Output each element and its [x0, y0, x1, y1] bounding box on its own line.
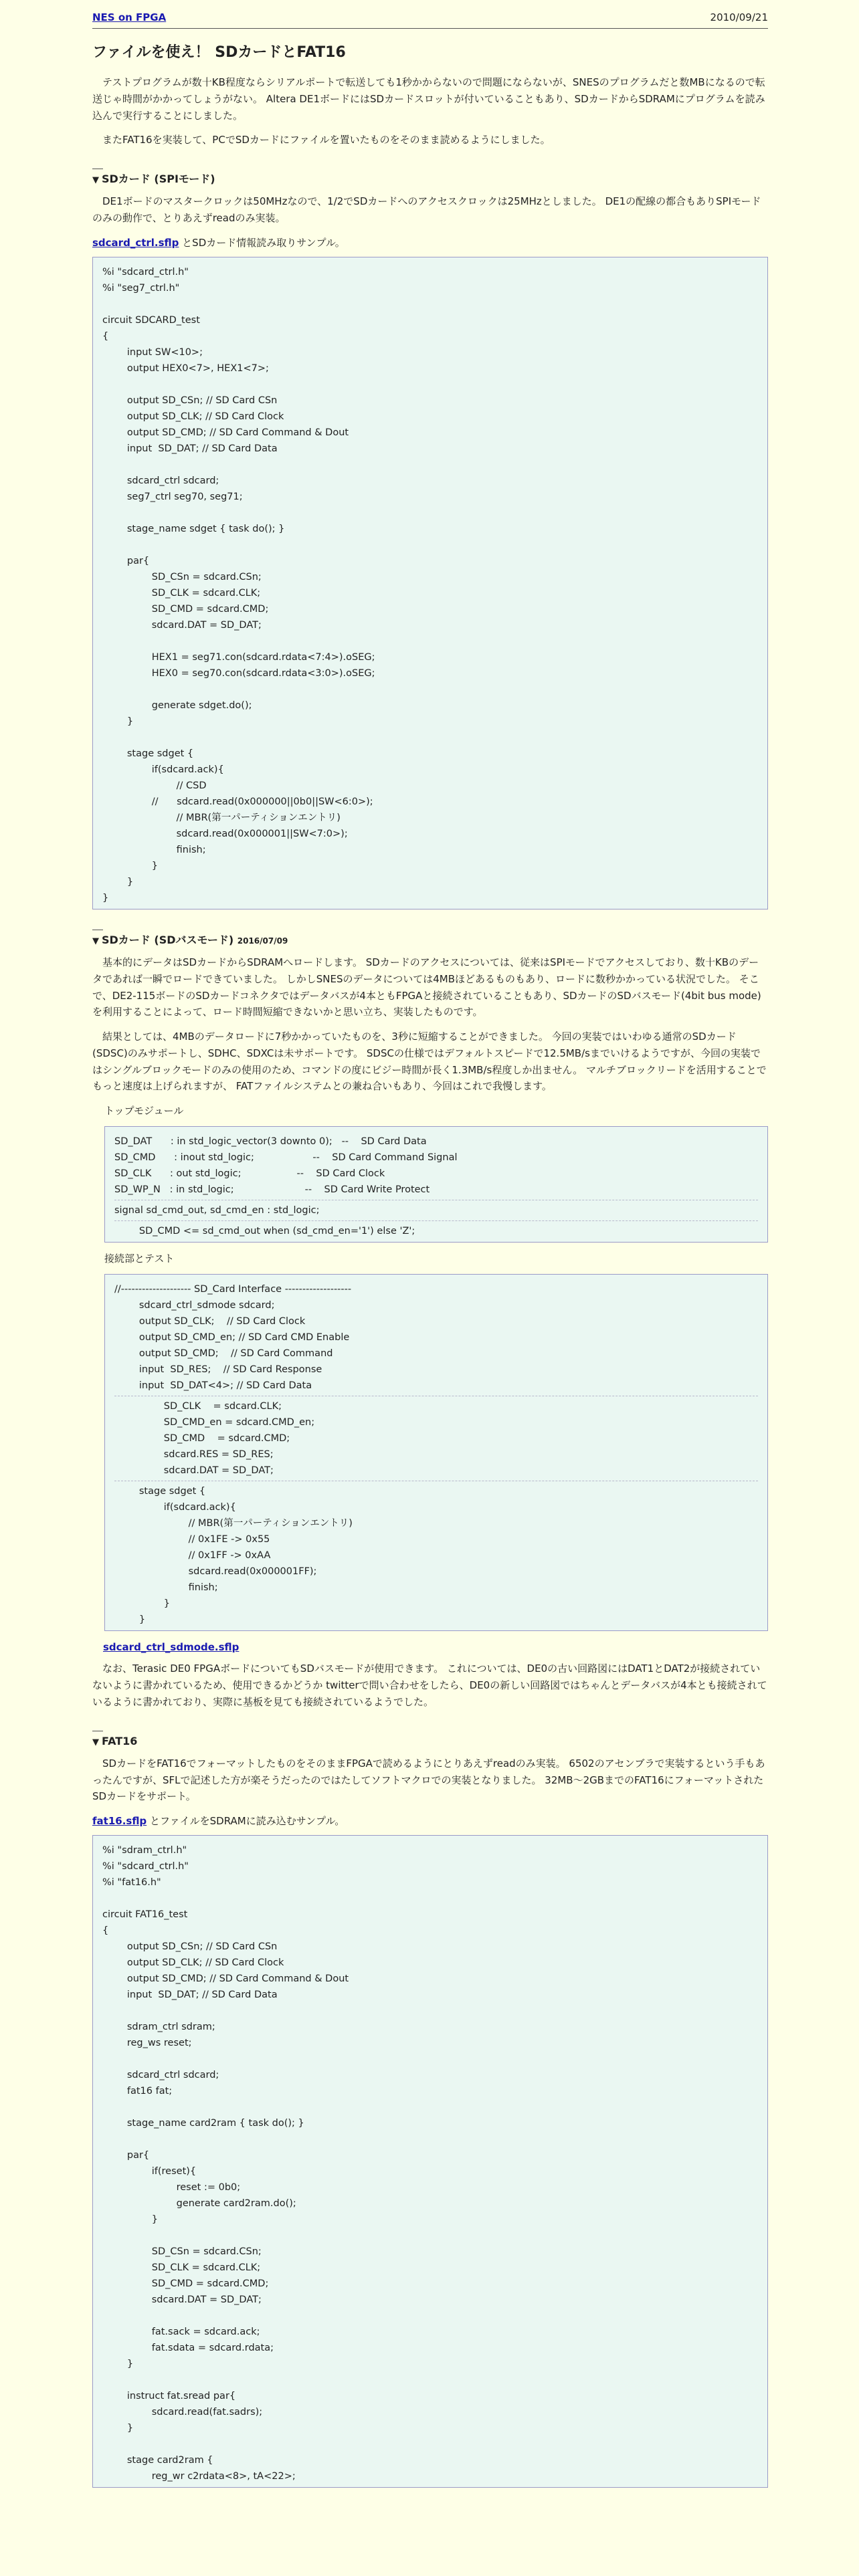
- sdmode-file-line: [103, 1639, 768, 1656]
- connection-test-label: 接続部とテスト: [104, 1252, 175, 1265]
- code-line: [102, 633, 758, 649]
- code-line: %i "sdcard_ctrl.h": [102, 1860, 189, 1872]
- code-line: {: [102, 330, 109, 342]
- code-line: %i "seg7_ctrl.h": [102, 282, 180, 294]
- code-line: input SW<10>;: [102, 346, 203, 358]
- code-line: output SD_CSn; // SD Card CSn: [102, 395, 278, 406]
- spi-file-desc: とSDカード情報読み取りサンプル。: [179, 236, 345, 249]
- code-line: instruct fat.sread par{: [102, 2390, 236, 2401]
- code-line: [102, 457, 758, 473]
- fat16-file-desc: とファイルをSDRAMに読み込むサンプル。: [147, 1815, 345, 1828]
- code-line: sdcard.DAT = SD_DAT;: [102, 619, 262, 631]
- code-line: signal sd_cmd_out, sd_cmd_en : std_logic;: [114, 1204, 320, 1216]
- code-line: [102, 2051, 758, 2067]
- code-line: [102, 2436, 758, 2452]
- collapse-triangle-icon[interactable]: ▼: [92, 936, 99, 946]
- code-line: sdcard_ctrl sdcard;: [102, 475, 219, 486]
- sdbus-paragraph: 結果としては、4MBのデータロードに7秒かかっていたものを、3秒に短縮することができました。 今回の実装ではいわゆる通常のSDカード(SDSC)のみサポートし、SDHC、SDXCは未サポートです。 SDSCの仕様ではデフォルトスピードで12.5MB/sまでいけるようですが、今回の実装ではシングルブロックモードのみの使用のため、コマンドの度にビジー時間が長く1.3MB/s程度しか出ません。 マルチブロックリードを活用することでもっと速度は上げられますが、 FATファイルシステムとの兼ね合いもあり、今回はこれで我慢します。: [92, 1031, 767, 1093]
- code-line: stage sdget {: [114, 1485, 206, 1497]
- code-line: fat.sack = sdcard.ack;: [102, 2326, 260, 2337]
- code-line: [102, 505, 758, 521]
- top-module-label: トップモジュール: [104, 1105, 184, 1117]
- code-line: SD_CMD <= sd_cmd_out when (sd_cmd_en='1') else 'Z';: [114, 1225, 415, 1237]
- code-line: SD_CMD = sdcard.CMD;: [102, 603, 269, 615]
- code-line: [102, 296, 758, 312]
- code-line: SD_CSn = sdcard.CSn;: [102, 571, 262, 582]
- section-date: 2016/07/09: [237, 936, 288, 946]
- code-line: sdcard.DAT = SD_DAT;: [102, 2294, 262, 2305]
- intro-paragraph: またFAT16を実装して、PCでSDカードにファイルを置いたものをそのまま読めるようにしました。: [102, 134, 551, 146]
- code-line: output SD_CMD; // SD Card Command: [114, 1348, 333, 1359]
- site-home-link[interactable]: NES on FPGA: [92, 11, 167, 23]
- code-line: // 0x1FE -> 0x55: [114, 1533, 270, 1545]
- code-line: generate card2ram.do();: [102, 2197, 296, 2209]
- code-line: stage card2ram {: [102, 2454, 213, 2466]
- code-line: }: [114, 1598, 170, 1609]
- code-line: stage_name sdget { task do(); }: [102, 523, 285, 534]
- page-title: ファイルを使え！ SDカードとFAT16: [92, 43, 346, 61]
- code-line: SD_CLK : out std_logic; -- SD Card Clock: [114, 1168, 385, 1179]
- page: [92, 0, 768, 2488]
- fat16-paragraph: SDカードをFAT16でフォーマットしたものをそのままFPGAで読めるようにとりあえずreadのみ実装。 6502のアセンブラで実装するという手もあったんですが、SFLで記述した方が楽そうだったのではたしてソフトマクロでの実装となりました。 32MB〜2GBまでのFAT16にフォーマットされたSDカードをサポート。: [92, 1757, 765, 1803]
- fat16-file-line: [92, 1813, 768, 1830]
- top-bar: [92, 9, 768, 29]
- code-line: input SD_DAT; // SD Card Data: [102, 443, 278, 454]
- code-line: // sdcard.read(0x000000||0b0||SW<6:0>);: [102, 796, 373, 807]
- code-divider: [114, 1220, 758, 1221]
- code-line: sdcard_ctrl_sdmode sdcard;: [114, 1299, 275, 1311]
- code-line: stage_name card2ram { task do(); }: [102, 2117, 304, 2129]
- code-line: // MBR(第一パーティションエントリ): [102, 812, 341, 823]
- code-line: }: [114, 1614, 146, 1625]
- code-line: SD_CLK = sdcard.CLK;: [102, 587, 261, 599]
- code-line: SD_CLK = sdcard.CLK;: [114, 1400, 282, 1412]
- code-line: }: [102, 716, 134, 727]
- section-heading-fat16[interactable]: ▼ FAT16: [92, 1733, 768, 1750]
- section-heading-spi[interactable]: ▼ SDカード (SPIモード): [92, 171, 768, 188]
- code-line: sdcard.DAT = SD_DAT;: [114, 1465, 274, 1476]
- code-line: [102, 2308, 758, 2324]
- code-line: SD_CMD = sdcard.CMD;: [114, 1432, 290, 1444]
- code-line: [102, 2228, 758, 2244]
- code-line: [102, 2372, 758, 2388]
- code-line: output SD_CMD_en; // SD Card CMD Enable: [114, 1331, 350, 1343]
- code-line: sdcard.read(fat.sadrs);: [102, 2406, 263, 2418]
- code-line: sdcard.RES = SD_RES;: [114, 1448, 274, 1460]
- sdcard-ctrl-sdmode-file-link[interactable]: sdcard_ctrl_sdmode.sflp: [103, 1640, 240, 1653]
- code-line: generate sdget.do();: [102, 700, 252, 711]
- section-heading-sdbus[interactable]: ▼ SDカード (SDバスモード) 2016/07/09: [92, 932, 768, 949]
- code-line: output HEX0<7>, HEX1<7>;: [102, 362, 269, 374]
- code-line: SD_WP_N : in std_logic; -- SD Card Write Protect: [114, 1184, 430, 1195]
- code-line: reg_wr c2rdata<8>, tA<22>;: [102, 2470, 296, 2482]
- code-line: }: [102, 860, 158, 871]
- code-line: par{: [102, 2149, 150, 2161]
- code-line: finish;: [102, 844, 206, 855]
- code-line: // CSD: [102, 780, 207, 791]
- code-block-top-module: [104, 1126, 768, 1243]
- code-line: }: [102, 876, 134, 887]
- code-line: output SD_CMD; // SD Card Command & Dout: [102, 427, 349, 438]
- code-line: %i "fat16.h": [102, 1876, 161, 1888]
- code-line: sdram_ctrl sdram;: [102, 2021, 215, 2032]
- code-line: if(reset){: [102, 2165, 197, 2177]
- sdbus-paragraph: 基本的にデータはSDカードからSDRAMへロードします。 SDカードのアクセスについては、従来はSPIモードでアクセスしており、数十KBのデータであれば一瞬でロードできていました。 しかしSNESのデータについては4MBほどあるものもあり、ロードに数秒かかっている状況でした。 そこで、DE2-115ボードのSDカードコネクタではデータバスが4本ともFPGAと接続されていることもあり、SDカードのSDバスモード(4bit bus mode)を利用することによって、ロード時間短縮できないかと思い立ち、実装したものです。: [92, 956, 761, 1018]
- code-line: if(sdcard.ack){: [102, 764, 224, 775]
- code-line: stage sdget {: [102, 748, 194, 759]
- code-line: }: [102, 892, 109, 903]
- collapse-triangle-icon[interactable]: ▼: [92, 175, 99, 186]
- spi-file-line: [92, 235, 768, 251]
- sdcard-ctrl-file-link[interactable]: sdcard_ctrl.sflp: [92, 236, 179, 249]
- code-line: circuit SDCARD_test: [102, 314, 200, 326]
- code-line: sdcard.read(0x000001FF);: [114, 1566, 317, 1577]
- code-line: [102, 1891, 758, 1907]
- code-line: %i "sdram_ctrl.h": [102, 1844, 187, 1856]
- code-line: }: [102, 2422, 134, 2434]
- code-block-spi-sample: [92, 257, 768, 909]
- code-line: circuit FAT16_test: [102, 1909, 188, 1920]
- code-line: fat16 fat;: [102, 2085, 173, 2097]
- code-line: seg7_ctrl seg70, seg71;: [102, 491, 243, 502]
- code-line: sdcard.read(0x000001||SW<7:0>);: [102, 828, 348, 839]
- code-line: //-------------------- SD_Card Interface -------------------: [114, 1283, 352, 1295]
- code-line: [102, 537, 758, 553]
- code-line: // 0x1FF -> 0xAA: [114, 1549, 271, 1561]
- code-line: }: [102, 2358, 134, 2369]
- code-line: SD_CMD = sdcard.CMD;: [102, 2278, 269, 2289]
- spi-paragraph: DE1ボードのマスタークロックは50MHzなので、1/2でSDカードへのアクセスクロックは25MHzとしました。 DE1の配線の都合もありSPIモードのみの動作で、とりあえずreadのみ実装。: [92, 195, 761, 225]
- code-line: SD_CMD : inout std_logic; -- SD Card Command Signal: [114, 1152, 458, 1163]
- code-line: par{: [102, 555, 150, 566]
- intro-paragraph: テストプログラムが数十KB程度ならシリアルポートで転送しても1秒かからないので問題にならないが、SNESのプログラムだと数MBになるので転送じゃ時間がかかってしょうがない。 Altera DE1ボードにはSDカードスロットが付いていることもあり、SDカードからSDRAMにプログラムを読み込んで実行することにしました。: [92, 76, 765, 122]
- code-line: SD_CSn = sdcard.CSn;: [102, 2246, 262, 2257]
- code-line: output SD_CLK; // SD Card Clock: [114, 1315, 306, 1327]
- code-block-connection-test: [104, 1274, 768, 1631]
- code-line: HEX0 = seg70.con(sdcard.rdata<3:0>).oSEG;: [102, 667, 375, 679]
- code-line: output SD_CLK; // SD Card Clock: [102, 1957, 284, 1968]
- code-line: [102, 730, 758, 746]
- code-line: finish;: [114, 1582, 218, 1593]
- code-line: [102, 2131, 758, 2147]
- code-line: input SD_RES; // SD Card Response: [114, 1364, 322, 1375]
- code-line: [102, 2003, 758, 2019]
- code-line: fat.sdata = sdcard.rdata;: [102, 2342, 274, 2353]
- code-line: [102, 377, 758, 393]
- code-line: input SD_DAT; // SD Card Data: [102, 1989, 278, 2000]
- code-line: reset := 0b0;: [102, 2181, 241, 2193]
- code-line: }: [102, 2214, 158, 2225]
- code-line: %i "sdcard_ctrl.h": [102, 266, 189, 278]
- code-line: input SD_DAT<4>; // SD Card Data: [114, 1380, 312, 1391]
- fat16-file-link[interactable]: fat16.sflp: [92, 1815, 147, 1828]
- code-line: output SD_CMD; // SD Card Command & Dout: [102, 1973, 349, 1984]
- code-line: HEX1 = seg71.con(sdcard.rdata<7:4>).oSEG;: [102, 651, 375, 663]
- code-line: {: [102, 1925, 109, 1936]
- code-line: sdcard_ctrl sdcard;: [102, 2069, 219, 2080]
- sdbus-note: なお、Terasic DE0 FPGAボードについてもSDバスモードが使用できます。 これについては、DE0の古い回路図にはDAT1とDAT2が接続されていないように書かれているため、使用できるかどうか twitterで問い合わせをしたら、DE0の新しい回路図ではちゃんとデータバスが4本とも接続されているように書かれており、実際に基板を見ても接続されているようでした。: [92, 1662, 767, 1708]
- code-line: output SD_CSn; // SD Card CSn: [102, 1941, 278, 1952]
- code-line: reg_ws reset;: [102, 2037, 192, 2048]
- code-line: SD_DAT : in std_logic_vector(3 downto 0); -- SD Card Data: [114, 1136, 427, 1147]
- code-line: // MBR(第一パーティションエントリ): [114, 1517, 353, 1529]
- code-line: output SD_CLK; // SD Card Clock: [102, 411, 284, 422]
- page-date: 2010/09/21: [710, 11, 768, 23]
- code-line: [102, 681, 758, 697]
- code-line: SD_CLK = sdcard.CLK;: [102, 2262, 261, 2273]
- collapse-triangle-icon[interactable]: ▼: [92, 1737, 99, 1747]
- code-line: SD_CMD_en = sdcard.CMD_en;: [114, 1416, 315, 1428]
- code-block-fat16-sample: [92, 1835, 768, 2488]
- code-line: if(sdcard.ack){: [114, 1501, 236, 1513]
- code-line: [102, 2099, 758, 2115]
